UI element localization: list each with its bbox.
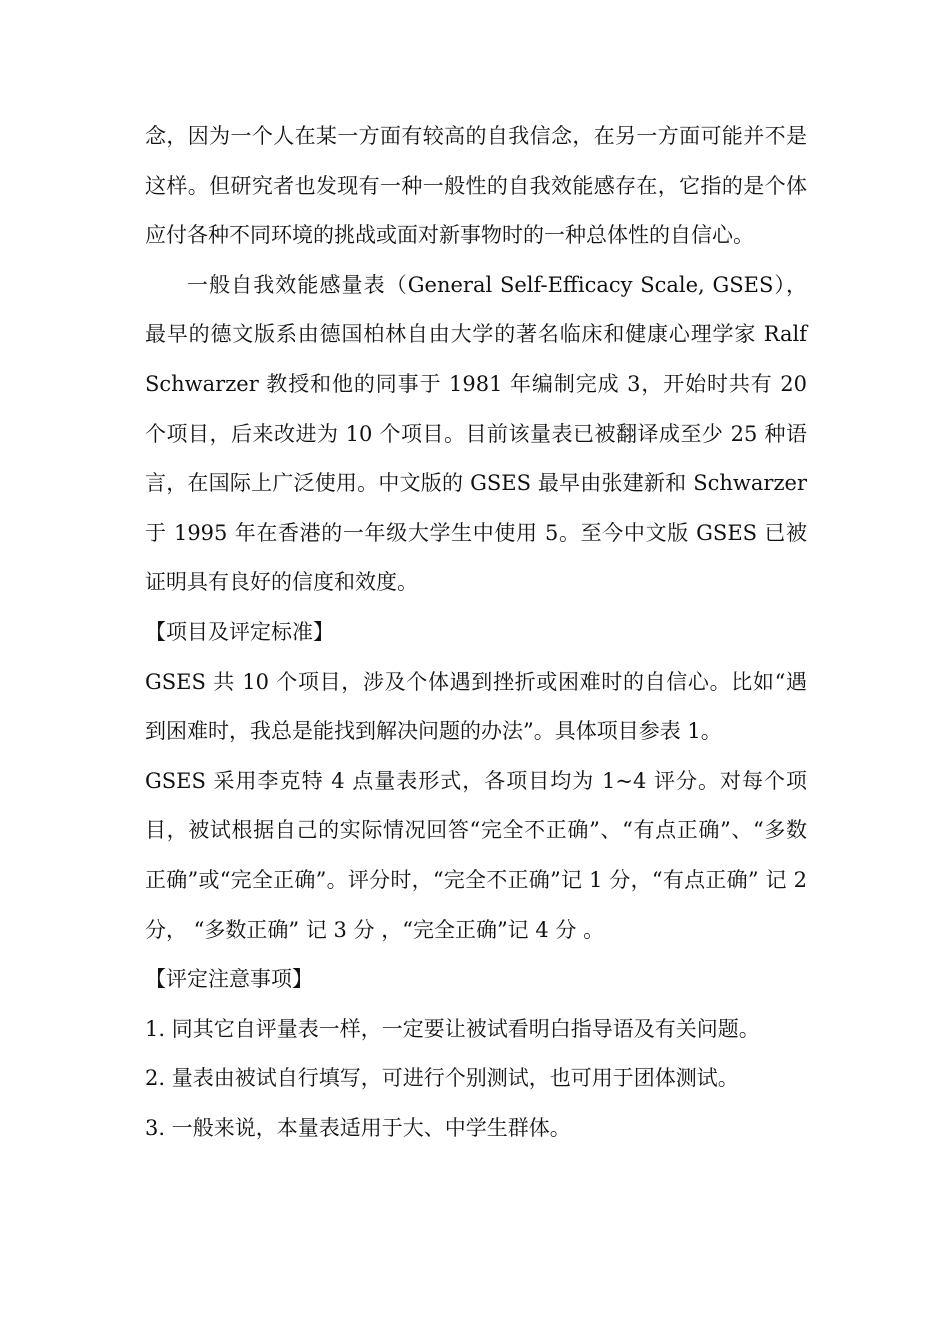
- section-heading-notes: 【评定注意事项】: [145, 967, 313, 992]
- list-item-note-1: 1. 同其它自评量表一样，一定要让被试看明白指导语及有关问题。: [145, 1016, 760, 1041]
- body-paragraph-continuation: 念，因为一个人在某一方面有较高的自我信念，在另一方面可能并不是这样。但研究者也发现有一种一般性的自我效能感存在，它指的是个体应付各种不同环境的挑战或面对新事物时的一种总体性的自信心。: [145, 124, 807, 248]
- list-item-note-3: 3. 一般来说，本量表适用于大、中学生群体。: [145, 1115, 571, 1140]
- body-paragraph-items: GSES 共 10 个项目，涉及个体遇到挫折或困难时的自信心。比如“遇到困难时，我总是能找到解决问题的办法”。具体项目参表 1。: [145, 669, 807, 744]
- section-heading-items-criteria: 【项目及评定标准】: [145, 619, 334, 644]
- body-paragraph-scoring: GSES 采用李克特 4 点量表形式，各项目均为 1~4 评分。对每个项目，被试根据自己的实际情况回答“完全不正确”、“有点正确”、“多数正确”或“完全正确”。评分时，“完全不正确”记 1 分，“有点正确” 记 2 分， “多数正确” 记 3 分 ，“完全正确”记 4 分 。: [145, 768, 807, 942]
- body-paragraph-gses-intro: 一般自我效能感量表（General Self-Efficacy Scale, GSES），最早的德文版系由德国柏林自由大学的著名临床和健康心理学家 Ralf Schwarzer 教授和他的同事于 1981 年编制完成 3，开始时共有 20 个项目，后来改进为 10 个项目。目前该量表已被翻译成至少 25 种语言，在国际上广泛使用。中文版的 GSES 最早由张建新和 Schwarzer 于 1995 年在香港的一年级大学生中使用 5。至今中文版 GSES 已被证明具有良好的信度和效度。: [145, 272, 807, 595]
- document-page: [145, 112, 807, 1153]
- list-item-note-2: 2. 量表由被试自行填写，可进行个别测试，也可用于团体测试。: [145, 1066, 739, 1091]
